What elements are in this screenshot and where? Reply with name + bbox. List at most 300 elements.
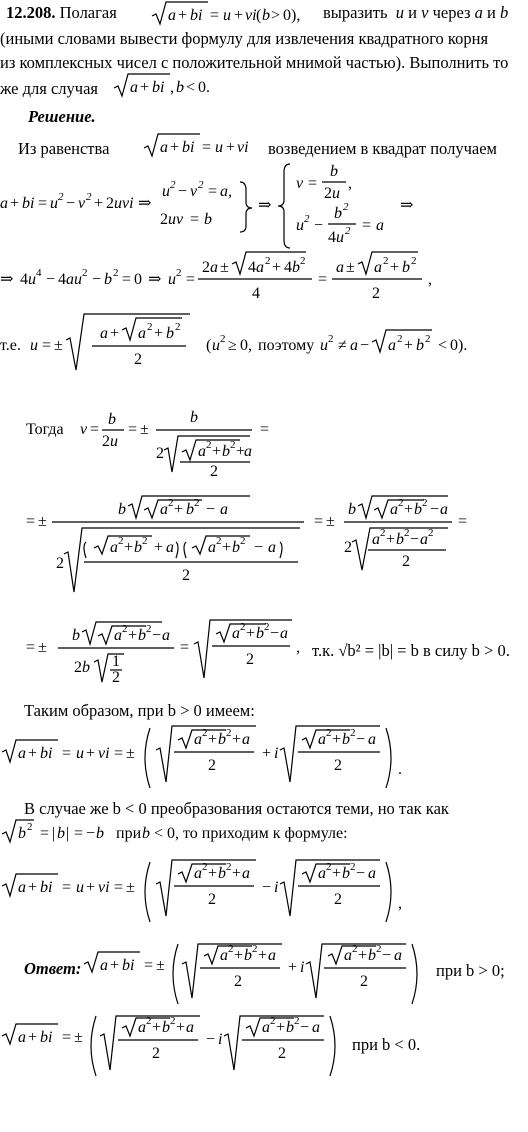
svg-text:+: +: [176, 1019, 186, 1036]
svg-text:⇒: ⇒: [400, 197, 414, 214]
svg-text:bi: bi: [40, 879, 53, 896]
svg-text:2: 2: [278, 1045, 286, 1062]
svg-text:−: −: [360, 337, 370, 354]
svg-text:±: ±: [220, 259, 229, 276]
svg-text:a: a: [372, 531, 380, 548]
svg-text:=: =: [26, 513, 36, 530]
svg-text:a: a: [388, 337, 396, 354]
svg-text:2: 2: [106, 195, 114, 212]
problem-number: 12.208.: [6, 3, 56, 22]
system-block: [0, 160, 528, 250]
svg-text:u: u: [332, 185, 340, 202]
svg-text:2: 2: [176, 267, 182, 279]
svg-text:2: 2: [324, 185, 332, 202]
svg-text:2: 2: [304, 213, 310, 225]
svg-text:2: 2: [112, 669, 120, 686]
svg-text:a: a: [394, 947, 402, 964]
svg-text:+: +: [28, 1029, 38, 1046]
svg-text:2: 2: [252, 943, 258, 955]
svg-text:⇒: ⇒: [258, 197, 272, 214]
svg-text:2: 2: [226, 861, 232, 873]
svg-text:2: 2: [134, 351, 142, 368]
svg-text:+: +: [10, 195, 20, 212]
svg-text:au: au: [66, 271, 82, 288]
svg-text:=: =: [458, 513, 468, 530]
svg-text:b: b: [142, 825, 150, 842]
svg-text:a: a: [244, 443, 252, 460]
svg-text:+: +: [28, 745, 38, 762]
svg-text:a: a: [210, 259, 218, 276]
svg-text:a: a: [420, 531, 428, 548]
svg-text:4: 4: [36, 267, 42, 279]
svg-text:uv: uv: [168, 211, 184, 228]
svg-text:+: +: [124, 539, 134, 556]
answer-positive-condition: при b > 0;: [436, 961, 505, 980]
svg-text:−: −: [206, 1031, 216, 1048]
svg-text:a: a: [232, 625, 240, 642]
svg-text:b: b: [218, 865, 226, 882]
svg-text:=: =: [128, 421, 138, 438]
svg-text:+: +: [28, 879, 38, 896]
svg-text:v: v: [80, 421, 88, 438]
svg-text:).: ).: [458, 337, 468, 354]
svg-text:,: ,: [348, 175, 352, 192]
svg-text:=: =: [42, 337, 52, 354]
svg-text:2: 2: [422, 497, 428, 509]
svg-text:=: =: [38, 195, 48, 212]
svg-text:2: 2: [74, 659, 82, 676]
svg-text:uvi: uvi: [114, 195, 134, 212]
svg-text:+: +: [226, 139, 236, 156]
svg-text:2: 2: [170, 1015, 176, 1027]
svg-text:b: b: [414, 501, 422, 518]
svg-text:u: u: [212, 337, 220, 354]
svg-text:u: u: [76, 745, 84, 762]
svg-text:т.е.: т.е.: [0, 337, 21, 354]
svg-text:,: ,: [398, 895, 402, 912]
svg-text:−: −: [270, 625, 280, 642]
svg-text:2: 2: [182, 567, 190, 584]
svg-text:+: +: [390, 259, 400, 276]
svg-text:b: b: [108, 411, 116, 428]
v-formula: [0, 392, 528, 478]
svg-text:2: 2: [240, 621, 246, 633]
svg-text:2: 2: [397, 333, 403, 345]
svg-text:u: u: [215, 139, 223, 156]
svg-text:2: 2: [160, 211, 168, 228]
svg-text:b: b: [204, 211, 212, 228]
svg-text:a: a: [162, 627, 170, 644]
svg-text:2: 2: [146, 623, 152, 635]
svg-text:=: =: [186, 271, 196, 288]
svg-text:2: 2: [208, 757, 216, 774]
svg-text:=: =: [90, 421, 100, 438]
svg-text:b: b: [292, 259, 300, 276]
svg-text:a: a: [114, 627, 122, 644]
svg-text:a: a: [110, 539, 118, 556]
svg-text:+: +: [232, 731, 242, 748]
svg-text:a: a: [0, 195, 8, 212]
svg-text:+: +: [110, 957, 120, 974]
svg-text:i: i: [274, 745, 279, 762]
svg-text:a: a: [18, 879, 26, 896]
svg-text:±: ±: [346, 259, 355, 276]
svg-text:b: b: [262, 7, 270, 24]
svg-text:+: +: [332, 865, 342, 882]
svg-text:2: 2: [194, 497, 200, 509]
svg-text:a: a: [138, 325, 146, 342]
problem-line-4: же для случая: [0, 79, 98, 98]
svg-text:=: =: [122, 271, 132, 288]
svg-text:−: −: [430, 501, 440, 518]
svg-text:поэтому: поэтому: [258, 337, 315, 354]
answer-negative: [0, 1014, 528, 1078]
svg-text:=: =: [308, 175, 318, 192]
svg-text:−: −: [300, 1019, 310, 1036]
svg-text:2: 2: [380, 527, 386, 539]
svg-text:2: 2: [240, 535, 246, 547]
svg-text:b: b: [334, 205, 342, 222]
svg-text:a: a: [220, 947, 228, 964]
svg-text:a: a: [208, 539, 216, 556]
svg-text:bi: bi: [40, 1029, 53, 1046]
given-expression: [150, 0, 350, 28]
svg-text:=: =: [74, 825, 84, 842]
svg-text:±: ±: [140, 421, 149, 438]
svg-text:−: −: [92, 271, 102, 288]
svg-text:+: +: [86, 745, 96, 762]
svg-text:a: a: [130, 79, 138, 96]
svg-text:b: b: [176, 79, 184, 96]
svg-text:±: ±: [38, 513, 47, 530]
svg-text:2: 2: [208, 891, 216, 908]
svg-text:a: a: [18, 745, 26, 762]
svg-text:2: 2: [376, 943, 382, 955]
svg-text:±: ±: [74, 1029, 83, 1046]
svg-text:−: −: [254, 539, 264, 556]
svg-text:a: a: [168, 7, 176, 24]
svg-text:< 0, то приходим к формуле:: < 0, то приходим к формуле:: [154, 825, 348, 842]
svg-text:⇒: ⇒: [138, 195, 152, 212]
svg-text:a: a: [368, 731, 376, 748]
svg-text:≥: ≥: [228, 337, 237, 354]
svg-text:b: b: [186, 501, 194, 518]
svg-text:b: b: [82, 659, 90, 676]
svg-text:2: 2: [372, 285, 380, 302]
svg-text:±: ±: [326, 513, 335, 530]
svg-text:2: 2: [220, 333, 226, 345]
svg-text:2: 2: [228, 943, 234, 955]
svg-text:+: +: [152, 1019, 162, 1036]
svg-text:+: +: [246, 625, 256, 642]
since-note: т.к. √b² = |b| = b в силу b > 0.: [312, 641, 510, 660]
svg-text:±: ±: [156, 957, 165, 974]
svg-text:+: +: [232, 865, 242, 882]
svg-text:(: (: [256, 7, 262, 24]
svg-text:u: u: [296, 217, 304, 234]
svg-text:2: 2: [58, 191, 64, 203]
svg-text:+: +: [288, 959, 298, 976]
svg-text:b: b: [348, 501, 356, 518]
svg-text:=: =: [26, 639, 36, 656]
svg-text:0.: 0.: [198, 79, 210, 96]
svg-text:bi: bi: [22, 195, 35, 212]
equality-expression: [142, 132, 262, 160]
svg-text:a: a: [242, 731, 250, 748]
svg-text:≠: ≠: [338, 337, 347, 354]
svg-text:+: +: [154, 325, 164, 342]
svg-text:2: 2: [230, 439, 236, 451]
svg-text:b: b: [72, 627, 80, 644]
svg-text:bi: bi: [190, 7, 203, 24]
svg-text:bi: bi: [152, 79, 165, 96]
svg-text:=: =: [180, 639, 190, 656]
svg-text:a: a: [368, 865, 376, 882]
svg-text:b: b: [18, 825, 26, 842]
svg-text:b: b: [104, 271, 112, 288]
svg-text:2: 2: [398, 497, 404, 509]
svg-text:a: a: [312, 1019, 320, 1036]
svg-text:⇒: ⇒: [148, 271, 162, 288]
svg-text:b: b: [190, 409, 198, 426]
svg-text:4: 4: [20, 271, 28, 288]
svg-text:bi: bi: [40, 745, 53, 762]
svg-text:2: 2: [352, 943, 358, 955]
case-negative-line-2: [0, 818, 528, 848]
svg-text:b: b: [138, 627, 146, 644]
svg-text:2: 2: [27, 821, 33, 833]
svg-text:−: −: [86, 825, 96, 842]
svg-text:−: −: [46, 271, 56, 288]
svg-text:+: +: [154, 539, 164, 556]
svg-text:+: +: [404, 337, 414, 354]
svg-text:a: a: [160, 139, 168, 156]
svg-text:2: 2: [246, 651, 254, 668]
svg-text:a: a: [194, 731, 202, 748]
svg-text:+: +: [404, 501, 414, 518]
svg-text:b: b: [342, 731, 350, 748]
svg-text:2: 2: [202, 259, 210, 276]
svg-text:u: u: [30, 337, 38, 354]
result-negative: [0, 858, 528, 928]
answer-label: Ответ:: [24, 959, 82, 978]
svg-text:b: b: [134, 539, 142, 556]
svg-text:2: 2: [122, 623, 128, 635]
svg-text:2: 2: [345, 225, 351, 237]
svg-text:2: 2: [264, 621, 270, 633]
from-equality-text: Из равенства: [18, 139, 110, 158]
svg-text:2: 2: [216, 535, 222, 547]
svg-text:2: 2: [168, 497, 174, 509]
svg-text:=: =: [144, 957, 154, 974]
svg-text:b: b: [162, 1019, 170, 1036]
svg-text:−: −: [314, 217, 324, 234]
svg-text:bi: bi: [122, 957, 135, 974]
svg-text:+: +: [140, 79, 150, 96]
squaring-text: возведением в квадрат получаем: [268, 139, 497, 158]
svg-text:b: b: [416, 337, 424, 354]
svg-text:a: a: [100, 957, 108, 974]
svg-text:0,: 0,: [240, 337, 252, 354]
svg-text:+: +: [276, 1019, 286, 1036]
svg-text:+: +: [332, 731, 342, 748]
svg-text:2: 2: [265, 255, 271, 267]
svg-text:=: =: [314, 513, 324, 530]
svg-text:при: при: [116, 825, 142, 842]
svg-text:4: 4: [248, 259, 256, 276]
svg-text:−: −: [410, 531, 420, 548]
svg-text:2: 2: [118, 535, 124, 547]
svg-text:4: 4: [252, 285, 260, 302]
svg-text:+: +: [178, 7, 188, 24]
svg-text:+: +: [236, 443, 246, 460]
svg-text:2: 2: [142, 535, 148, 547]
svg-text:+: +: [94, 195, 104, 212]
svg-text:+: +: [128, 627, 138, 644]
svg-text:±: ±: [126, 745, 135, 762]
u-formula: [0, 310, 528, 374]
svg-text:−: −: [178, 183, 188, 200]
svg-text:u: u: [320, 337, 328, 354]
svg-text:v: v: [190, 183, 198, 200]
svg-text:+: +: [386, 531, 396, 548]
svg-text:=: =: [318, 271, 328, 288]
svg-text:2: 2: [334, 891, 342, 908]
svg-text:b: b: [396, 531, 404, 548]
svg-text:=: =: [62, 879, 72, 896]
svg-text:2: 2: [102, 433, 110, 450]
svg-text:+: +: [174, 501, 184, 518]
svg-text:a,: a,: [220, 183, 232, 200]
svg-text:a: a: [166, 539, 174, 556]
solution-heading: Решение.: [28, 107, 96, 126]
svg-text:u: u: [223, 7, 231, 24]
svg-text:+: +: [212, 443, 222, 460]
svg-text:0: 0: [450, 337, 458, 354]
svg-text:b: b: [402, 259, 410, 276]
svg-text:a: a: [336, 259, 344, 276]
svg-text:−: −: [382, 947, 392, 964]
svg-text:±: ±: [54, 337, 63, 354]
svg-text:=: =: [114, 879, 124, 896]
svg-text:2: 2: [146, 1015, 152, 1027]
svg-text:b: b: [330, 163, 338, 180]
svg-text:−: −: [262, 879, 272, 896]
svg-text:±: ±: [38, 639, 47, 656]
svg-text:0: 0: [134, 271, 142, 288]
svg-text:−: −: [66, 195, 76, 212]
svg-text:=: =: [114, 745, 124, 762]
answer-negative-condition: при b < 0.: [352, 1035, 421, 1054]
svg-text:b: b: [222, 443, 230, 460]
problem-line-2: (иными словами вывести формулу для извлечения квадратного корня: [0, 29, 489, 48]
svg-text:+: +: [234, 7, 244, 24]
svg-text:i: i: [218, 1031, 223, 1048]
svg-text:+: +: [258, 947, 268, 964]
problem-line-3: из комплексных чисел с положительной мнимой частью). Выполнить то: [0, 53, 509, 72]
svg-text:a: a: [138, 1019, 146, 1036]
result-positive: [0, 724, 528, 794]
problem-line-1: [6, 4, 117, 22]
svg-text:a: a: [262, 1019, 270, 1036]
svg-text:u: u: [76, 879, 84, 896]
svg-text:a: a: [318, 865, 326, 882]
svg-text:+: +: [208, 731, 218, 748]
svg-text:=: =: [62, 1029, 72, 1046]
svg-text:⇒: ⇒: [0, 271, 14, 288]
svg-text:2: 2: [170, 179, 176, 191]
svg-text:2: 2: [402, 553, 410, 570]
svg-text:b: b: [286, 1019, 294, 1036]
problem-intro: Полагая: [59, 3, 117, 22]
svg-text:=: =: [202, 139, 212, 156]
svg-text:=: =: [210, 7, 220, 24]
svg-text:u: u: [336, 229, 344, 246]
svg-text:b: b: [232, 539, 240, 556]
svg-text:<: <: [186, 79, 196, 96]
svg-text:vi: vi: [237, 139, 249, 156]
svg-text:v: v: [78, 195, 86, 212]
svg-text:2: 2: [350, 861, 356, 873]
svg-text:a: a: [186, 1019, 194, 1036]
thus-text: Таким образом, при b > 0 имеем:: [24, 701, 255, 720]
svg-text:=: =: [190, 211, 200, 228]
svg-text:b: b: [368, 947, 376, 964]
svg-text:−: −: [152, 627, 162, 644]
svg-text:2: 2: [56, 555, 64, 572]
svg-text:b: b: [244, 947, 252, 964]
svg-text:2: 2: [404, 527, 410, 539]
svg-text:2: 2: [113, 267, 119, 279]
svg-text:+: +: [262, 745, 272, 762]
case-expression: [112, 72, 222, 100]
svg-text:2: 2: [350, 727, 356, 739]
svg-text:2: 2: [198, 179, 204, 191]
svg-text:u: u: [110, 433, 118, 450]
svg-text:i: i: [300, 959, 305, 976]
svg-text:2: 2: [210, 463, 218, 480]
svg-text:a: a: [194, 865, 202, 882]
svg-text:1: 1: [112, 653, 120, 670]
svg-text:>: >: [271, 7, 281, 24]
svg-text:+: +: [170, 139, 180, 156]
svg-text:(: (: [206, 337, 212, 354]
svg-text:+: +: [222, 539, 232, 556]
svg-text:a: a: [100, 325, 108, 342]
svg-text:+: +: [234, 947, 244, 964]
svg-text:2: 2: [202, 727, 208, 739]
svg-text:=: =: [40, 825, 50, 842]
svg-text:a: a: [198, 443, 206, 460]
svg-text:2: 2: [175, 321, 181, 333]
svg-text:a: a: [318, 731, 326, 748]
svg-text:a: a: [18, 1029, 26, 1046]
svg-text:2: 2: [428, 527, 434, 539]
svg-text:a: a: [220, 501, 228, 518]
svg-text:=: =: [62, 745, 72, 762]
svg-text:2: 2: [344, 539, 352, 556]
svg-text:|: |: [52, 825, 56, 842]
svg-text:+: +: [272, 259, 282, 276]
svg-text:=: =: [260, 421, 270, 438]
svg-text:b: b: [166, 325, 174, 342]
svg-text:2: 2: [326, 861, 332, 873]
svg-text:|: |: [66, 825, 70, 842]
svg-text:vi: vi: [245, 7, 257, 24]
svg-text:−: −: [356, 865, 366, 882]
case-negative-line-1: В случае же b < 0 преобразования остаются теми, но так как: [24, 799, 449, 818]
svg-text:2: 2: [206, 439, 212, 451]
